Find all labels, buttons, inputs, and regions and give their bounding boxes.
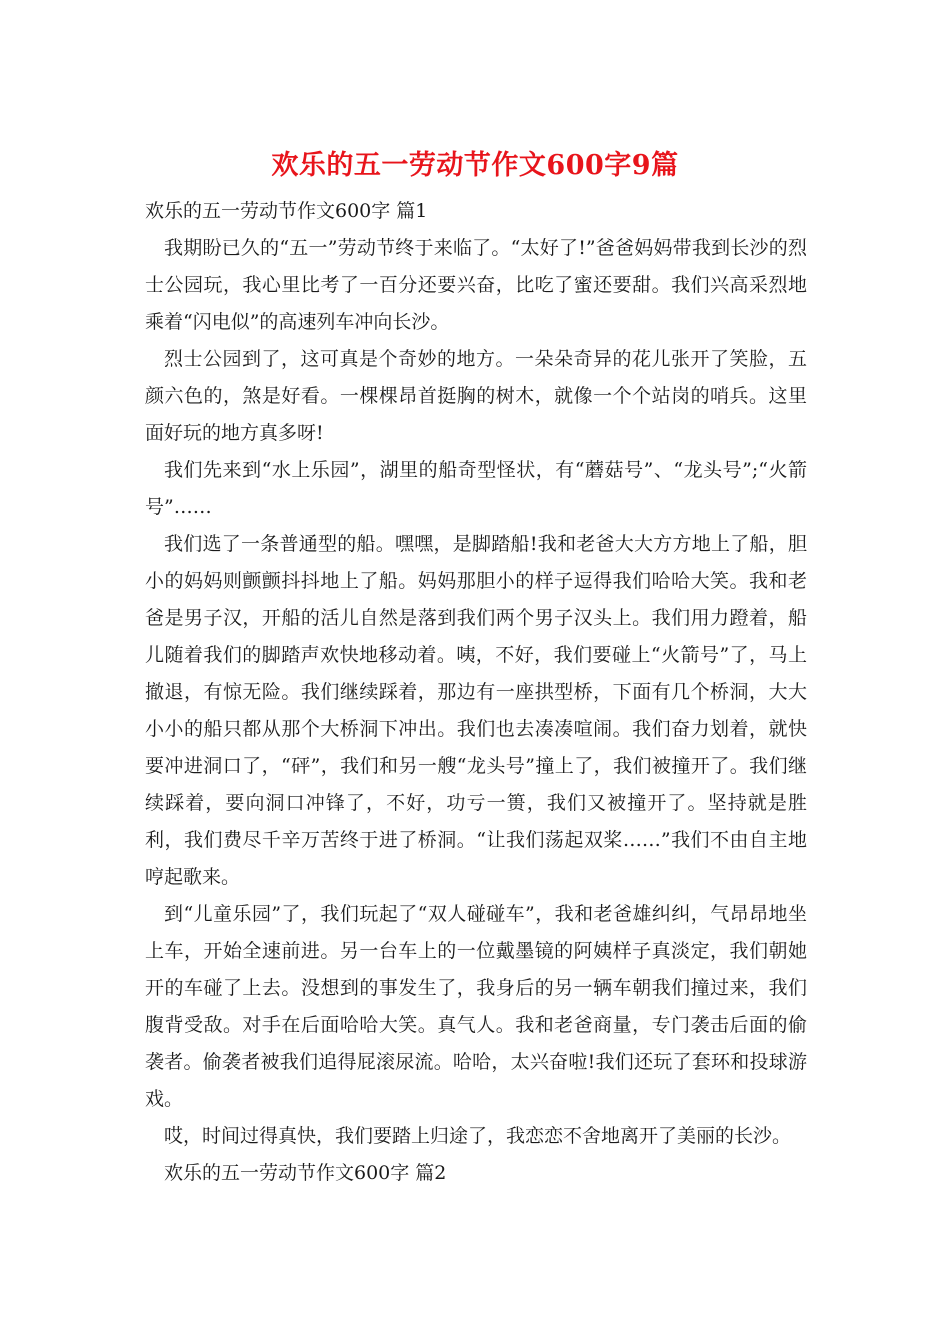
- paragraph-6: 哎，时间过得真快，我们要踏上归途了，我恋恋不舍地离开了美丽的长沙。: [164, 1125, 792, 1147]
- paragraph-1: 我期盼已久的“五一”劳动节终于来临了。“太好了!”爸爸妈妈带我到长沙的烈士公园玩，我心里比考了一百分还要兴奋，比吃了蜜还要甜。我们兴高采烈地乘着“闪电似”的高速列车冲向长沙。: [145, 237, 807, 333]
- paragraph-2: 烈士公园到了，这可真是个奇妙的地方。一朵朵奇异的花儿张开了笑脸，五颜六色的，煞是好看。一棵棵昂首挺胸的树木，就像一个个站岗的哨兵。这里面好玩的地方真多呀!: [145, 348, 807, 444]
- section-heading-1: 欢乐的五一劳动节作文600字 篇1: [145, 200, 428, 222]
- paragraph-3: 我们先来到“水上乐园”，湖里的船奇型怪状，有“蘑菇号”、“龙头号”;“火箭号”……: [145, 459, 807, 518]
- document-body: [145, 193, 807, 1192]
- document-title: 欢乐的五一劳动节作文600字9篇: [271, 150, 679, 181]
- section-heading-2: 欢乐的五一劳动节作文600字 篇2: [164, 1162, 447, 1184]
- paragraph-5: 到“儿童乐园”了，我们玩起了“双人碰碰车”，我和老爸雄纠纠，气昂昂地坐上车，开始全速前进。另一台车上的一位戴墨镜的阿姨样子真淡定，我们朝她开的车碰了上去。没想到的事发生了，我身后的另一辆车朝我们撞过来，我们腹背受敌。对手在后面哈哈大笑。真气人。我和老爸商量，专门袭击后面的偷袭者。偷袭者被我们追得屁滚尿流。哈哈，太兴奋啦!我们还玩了套环和投球游戏。: [145, 903, 807, 1110]
- paragraph-4: 我们选了一条普通型的船。嘿嘿，是脚踏船!我和老爸大大方方地上了船，胆小的妈妈则颤颤抖抖地上了船。妈妈那胆小的样子逗得我们哈哈大笑。我和老爸是男子汉，开船的活儿自然是落到我们两个男子汉头上。我们用力蹬着，船儿随着我们的脚踏声欢快地移动着。咦，不好，我们要碰上“火箭号”了，马上撤退，有惊无险。我们继续踩着，那边有一座拱型桥，下面有几个桥洞，大大小小的船只都从那个大桥洞下冲出。我们也去凑凑喧闹。我们奋力划着，就快要冲进洞口了，“砰”，我们和另一艘“龙头号”撞上了，我们被撞开了。我们继续踩着，要向洞口冲锋了，不好，功亏一篑，我们又被撞开了。坚持就是胜利，我们费尽千辛万苦终于进了桥洞。“让我们荡起双桨……”我们不由自主地哼起歌来。: [145, 533, 807, 888]
